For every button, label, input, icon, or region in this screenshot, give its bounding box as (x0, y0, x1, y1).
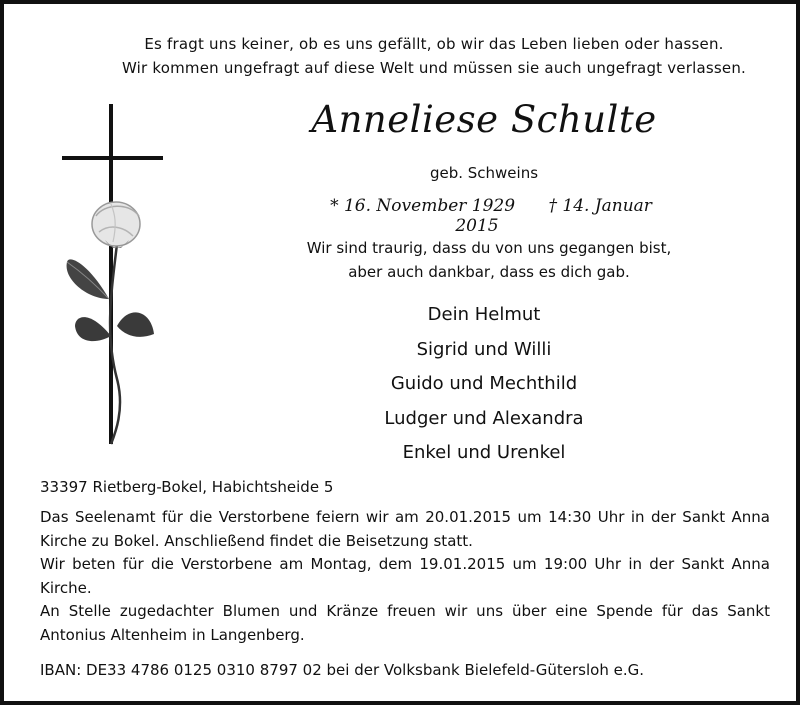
donation-info: An Stelle zugedachter Blumen und Kränze freuen wir uns über eine Spende für das Sankt Antonius Altenheim in Langenberg. (40, 602, 770, 644)
mourner-item: Sigrid und Willi (416, 338, 552, 360)
farewell-saying (274, 236, 704, 284)
mourner-item: Enkel und Urenkel (402, 442, 566, 463)
quote-line-2: Wir kommen ungefragt auf diese Welt und müssen sie auch ungefragt verlassen. (121, 59, 746, 77)
mourner-item: Ludger und Alexandra (384, 407, 584, 429)
mourner-item: Guido und Mechthild (390, 373, 578, 394)
prayer-info: Wir beten für die Verstorbene am Montag, dem 19.01.2015 um 19:00 Uhr in der Sankt Anna Kirche. (40, 555, 770, 597)
iban-info: IBAN: DE33 4786 0125 0310 8797 02 bei der Volksbank Bielefeld-Gütersloh e.G. (40, 661, 644, 679)
saying-line-1: Wir sind traurig, dass du von uns gegangen bist, (306, 239, 672, 257)
opening-quote (4, 32, 800, 80)
family-address: 33397 Rietberg-Bokel, Habichtsheide 5 (40, 478, 334, 496)
cross-and-rose-image (59, 104, 169, 449)
service-details (40, 506, 770, 647)
mourner-item: Dein Helmut (427, 304, 541, 325)
life-dates (294, 196, 674, 236)
saying-line-2: aber auch dankbar, dass es dich gab. (348, 263, 630, 281)
death-date: † 14. Januar 2015 (455, 196, 652, 236)
maiden-name: geb. Schweins (429, 164, 539, 182)
mourners-list (304, 298, 664, 471)
cross-rose-icon (59, 104, 169, 449)
requiem-info: Das Seelenamt für die Verstorbene feiern wir am 20.01.2015 um 14:30 Uhr in der Sankt Anna Kirche zu Bokel. Anschließend findet die Beisetzung statt. (40, 508, 770, 550)
quote-line-1: Es fragt uns keiner, ob es uns gefällt, ob wir das Leben lieben oder hassen. (144, 35, 724, 53)
deceased-name: Anneliese Schulte (311, 98, 657, 141)
birth-date: * 16. November 1929 (330, 196, 516, 216)
